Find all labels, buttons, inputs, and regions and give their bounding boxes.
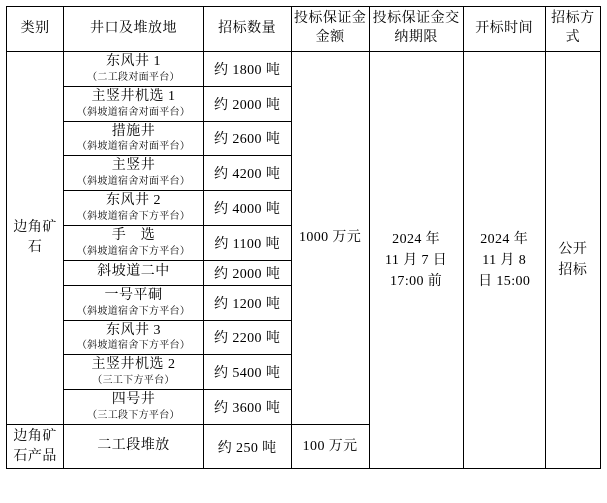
cell-site	[64, 424, 203, 468]
site-name: 二工段堆放	[97, 438, 170, 454]
site-name: 东风井 1	[105, 54, 161, 69]
site-name: 东风井 3	[105, 322, 161, 338]
cell-quantity: 约 1200 吨	[203, 285, 291, 320]
cell-site	[64, 320, 203, 355]
site-name: 主竖井	[111, 158, 156, 174]
cell-deposit-amount: 100 万元	[291, 424, 369, 468]
site-location-note: （三工段下方平台）	[87, 409, 180, 421]
cell-open-time: 2024 年 11 月 8 日 15:00	[463, 52, 545, 469]
site-location-note: （斜坡道宿舍下方平台）	[76, 210, 191, 222]
bid-announcement-table	[6, 6, 601, 469]
cell-quantity: 约 4000 吨	[203, 191, 291, 226]
header-quantity: 招标数量	[203, 7, 291, 52]
site-location-note: （斜坡道宿舍下方平台）	[76, 305, 191, 317]
cell-quantity: 约 2000 吨	[203, 86, 291, 121]
cell-site	[64, 260, 203, 285]
header-category: 类别	[7, 7, 64, 52]
header-site: 井口及堆放地	[64, 7, 203, 52]
header-deposit-deadline: 投标保证金交纳期限	[369, 7, 463, 52]
site-location-note: （斜坡道宿舍对面平台）	[76, 106, 191, 118]
cell-bid-mode: 公开 招标	[545, 52, 600, 469]
cell-quantity: 约 2000 吨	[203, 260, 291, 285]
table-header-row	[7, 7, 601, 52]
site-name: 四号井	[111, 392, 156, 408]
site-name: 主竖井机选 2	[91, 357, 176, 373]
cell-quantity: 约 1100 吨	[203, 225, 291, 260]
cell-quantity: 约 4200 吨	[203, 156, 291, 191]
cell-site	[64, 121, 203, 156]
site-name: 一号平硐	[104, 287, 163, 303]
cell-quantity: 约 250 吨	[203, 424, 291, 468]
cell-category: 边角矿石	[7, 52, 64, 425]
cell-quantity: 约 2200 吨	[203, 320, 291, 355]
cell-site	[64, 52, 203, 87]
cell-quantity: 约 3600 吨	[203, 390, 291, 425]
table-row	[7, 52, 601, 87]
cell-site	[64, 390, 203, 425]
site-location-note: （斜坡道宿舍下方平台）	[76, 340, 191, 352]
site-name: 斜坡道二中	[97, 264, 170, 280]
cell-quantity: 约 2600 吨	[203, 121, 291, 156]
cell-site	[64, 86, 203, 121]
site-location-note: （斜坡道宿舍下方平台）	[76, 245, 191, 257]
cell-category: 边角矿石产品	[7, 424, 64, 468]
header-open-time: 开标时间	[463, 7, 545, 52]
site-location-note: （三工下方平台）	[92, 375, 175, 387]
site-location-note: （斜坡道宿舍对面平台）	[76, 141, 191, 153]
site-name: 东风井 2	[105, 193, 161, 209]
cell-quantity: 约 1800 吨	[203, 52, 291, 87]
cell-site	[64, 285, 203, 320]
cell-site	[64, 191, 203, 226]
cell-deposit-amount: 1000 万元	[291, 52, 369, 425]
site-name: 手 选	[111, 227, 156, 243]
site-name: 措施井	[111, 123, 156, 139]
site-location-note: （斜坡道宿舍对面平台）	[76, 176, 191, 188]
cell-deposit-deadline: 2024 年 11 月 7 日 17:00 前	[369, 52, 463, 469]
cell-site	[64, 156, 203, 191]
header-deposit-amount: 投标保证金金额	[291, 7, 369, 52]
cell-site	[64, 225, 203, 260]
site-location-note: （二工段对面平台）	[87, 71, 180, 83]
cell-quantity: 约 5400 吨	[203, 355, 291, 390]
site-name: 主竖井机选 1	[91, 88, 176, 104]
header-bid-mode: 招标方式	[545, 7, 600, 52]
cell-site	[64, 355, 203, 390]
